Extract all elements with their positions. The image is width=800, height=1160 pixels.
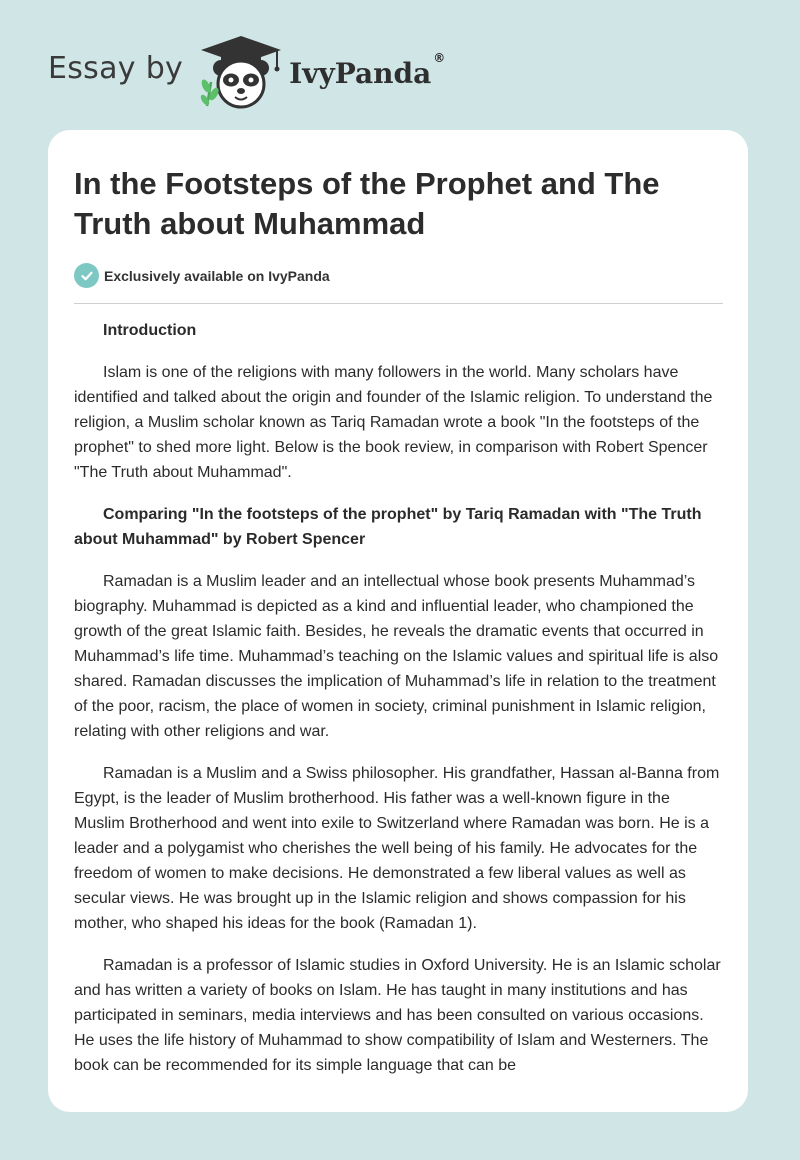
heading-comparing: Comparing "In the footsteps of the prophet" by Tariq Ramadan with "The Truth about Muhammad" by Robert Spencer [74, 506, 702, 548]
essay-body [74, 318, 724, 1078]
paragraph-4: Ramadan is a professor of Islamic studies in Oxford University. He is an Islamic scholar and has written a variety of books on Islam. He has taught in many institutions and has participated in seminars, media interviews and has been consulted on various occasions. He uses the life history of Muhammad to show compatibility of Islam and Westerners. The book can be recommended for its simple language that can be [74, 957, 721, 1074]
paragraph-3: Ramadan is a Muslim and a Swiss philosopher. His grandfather, Hassan al-Banna from Egypt, is the leader of Muslim brotherhood. His father was a well-known figure in the Muslim Brotherhood and went into exile to Switzerland where Ramadan was born. He is a leader and a polygamist who cherishes the well being of his family. He advocates for the freedom of women to make decisions. He demonstrated a few liberal values as well as secular views. He was brought up in the Islamic religion and shows compassion for his mother, who shaped his ideas for the book (Ramadan 1). [74, 765, 720, 932]
essay-card [48, 130, 748, 1112]
exclusive-label: Exclusively available on IvyPanda [104, 267, 330, 284]
exclusive-badge [74, 263, 330, 288]
brand-name: IvyPanda ® [289, 50, 446, 90]
essay-title: In the Footsteps of the Prophet and The Truth about Muhammad [74, 166, 660, 241]
panda-logo-icon [197, 34, 285, 110]
check-icon [74, 263, 99, 288]
paragraph-1: Islam is one of the religions with many followers in the world. Many scholars have identified and talked about the origin and founder of the Islamic religion. To understand the religion, a Muslim scholar known as Tariq Ramadan wrote a book "In the footsteps of the prophet" to shed more light. Below is the book review, in comparison with Robert Spencer "The Truth about Muhammad". [74, 364, 713, 481]
divider [74, 303, 723, 304]
heading-introduction: Introduction [103, 322, 197, 339]
site-brand[interactable] [48, 34, 445, 110]
brand-prefix: Essay by [48, 50, 184, 86]
paragraph-2: Ramadan is a Muslim leader and an intellectual whose book presents Muhammad’s biography. Muhammad is depicted as a kind and influential leader, who championed the growth of the great Islamic faith. Besides, he reveals the dramatic events that occurred in Muhammad’s life time. Muhammad’s teaching on the Islamic values and spiritual life is also shared. Ramadan discusses the implication of Muhammad’s life in relation to the treatment of the poor, racism, the place of women in society, criminal punishment in Islamic religion, relating with other religions and war. [74, 573, 719, 740]
